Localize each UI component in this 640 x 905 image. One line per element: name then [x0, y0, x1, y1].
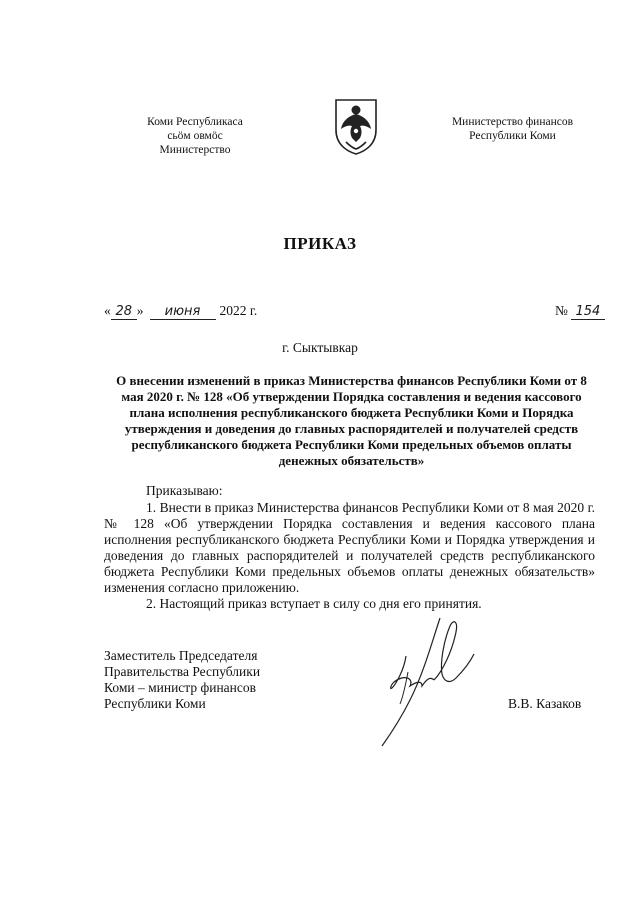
date-year: 2022 г. — [219, 303, 258, 318]
coat-of-arms-icon — [332, 96, 380, 156]
signatory-line-2: Правительства Республики — [104, 664, 261, 679]
date-day: 28 — [111, 304, 137, 320]
signatory-line-3: Коми – министр финансов — [104, 680, 257, 695]
header-russian-line-2: Республики Коми — [469, 130, 556, 142]
header-komi-block — [120, 115, 270, 157]
order-paragraph-1: 1. Внести в приказ Министерства финансов Республики Коми от 8 мая 2020 г. № 128 «Об утверждении Порядка составления и ведения кассового плана исполнения республиканского бюджета Республики Коми и Порядка утверждения и доведения до главных распорядителей и получателей средств республиканского бюджета Республики Коми предельных объемов оплаты денежных обязательств» изменения согласно приложению. — [104, 500, 595, 595]
order-subject: О внесении изменений в приказ Министерства финансов Республики Коми от 8 мая 2020 г. № 128 «Об утверждении Порядка составления и ведения кассового плана исполнения республиканского бюджета Республики Коми и Порядка утверждения и доведения до главных распорядителей и получателей средств республиканского бюджета Республики Коми предельных объемов оплаты денежных обязательств» — [116, 373, 587, 468]
header-russian-line-1: Министерство финансов — [451, 116, 574, 128]
signatory-line-4: Республики Коми — [104, 696, 206, 711]
date-close-quote: » — [136, 303, 144, 318]
document-title: ПРИКАЗ — [283, 234, 357, 253]
signer-name: В.В. Казаков — [508, 696, 582, 711]
order-paragraph-2: 2. Настоящий приказ вступает в силу со дня его принятия. — [146, 596, 482, 611]
order-number — [555, 303, 605, 320]
handwritten-signature — [370, 612, 480, 752]
header-russian-block — [430, 115, 595, 143]
signatory-position — [104, 648, 260, 712]
number-value: 154 — [571, 304, 605, 320]
header-komi-line-1: Коми Республикаса — [147, 116, 243, 128]
order-word: Приказываю: — [146, 483, 223, 498]
date-month: июня — [150, 304, 216, 320]
date-open-quote: « — [104, 303, 111, 318]
header-komi-line-2: сьӧм овмӧс — [167, 130, 223, 142]
signatory-line-1: Заместитель Председателя — [104, 648, 258, 663]
number-prefix: № — [555, 303, 568, 318]
city-line: г. Сыктывкар — [282, 340, 358, 355]
header-komi-line-3: Министерство — [159, 144, 231, 156]
order-date — [104, 303, 257, 320]
order-body — [104, 500, 595, 612]
